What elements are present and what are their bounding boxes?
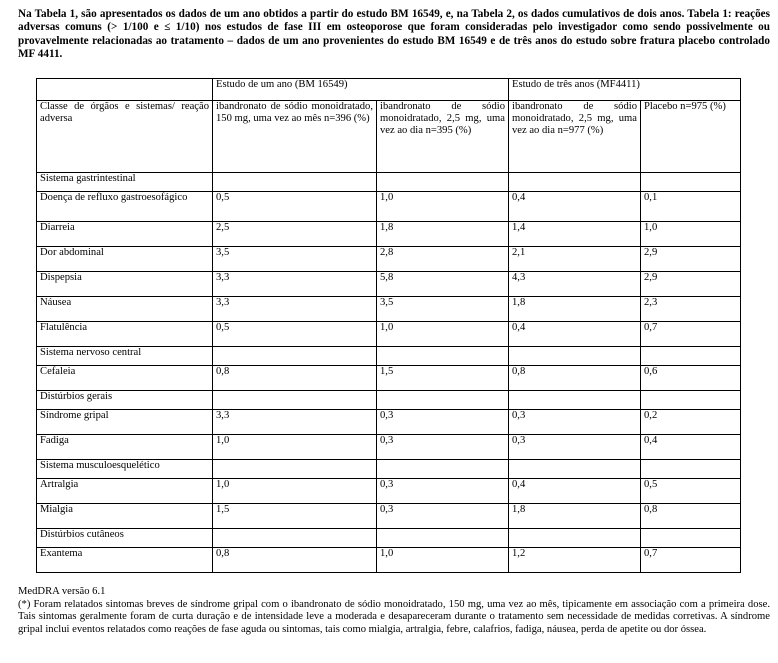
value-cell: 0,5 xyxy=(213,322,377,347)
reaction-label: Exantema xyxy=(37,548,213,573)
empty-cell xyxy=(641,173,741,192)
value-cell: 4,3 xyxy=(509,272,641,297)
value-cell: 3,5 xyxy=(377,297,509,322)
table-row xyxy=(37,297,741,322)
empty-cell xyxy=(377,347,509,366)
value-cell: 1,2 xyxy=(509,548,641,573)
value-cell: 1,0 xyxy=(213,479,377,504)
value-cell: 0,3 xyxy=(509,435,641,460)
study-header-row xyxy=(37,79,741,101)
category-label: Sistema gastrintestinal xyxy=(37,173,213,192)
value-cell: 1,8 xyxy=(509,504,641,529)
value-cell: 0,7 xyxy=(641,548,741,573)
table-row xyxy=(37,410,741,435)
value-cell: 1,0 xyxy=(377,548,509,573)
category-row xyxy=(37,529,741,548)
value-cell: 1,5 xyxy=(377,366,509,391)
empty-cell xyxy=(641,391,741,410)
value-cell: 0,8 xyxy=(509,366,641,391)
value-cell: 2,1 xyxy=(509,247,641,272)
empty-cell xyxy=(509,173,641,192)
col1-header: ibandronato de sódio monoidratado, 150 mg, uma vez ao mês n=396 (%) xyxy=(213,101,377,173)
col3-header: ibandronato de sódio monoidratado, 2,5 mg, uma vez ao dia n=977 (%) xyxy=(509,101,641,173)
value-cell: 0,3 xyxy=(377,479,509,504)
table-row xyxy=(37,435,741,460)
empty-cell xyxy=(509,391,641,410)
reaction-label: Diarreia xyxy=(37,222,213,247)
value-cell: 0,4 xyxy=(509,479,641,504)
value-cell: 1,0 xyxy=(377,322,509,347)
row-header-cell: Classe de órgãos e sistemas/ reação adversa xyxy=(37,101,213,173)
category-label: Distúrbios gerais xyxy=(37,391,213,410)
table-row xyxy=(37,366,741,391)
empty-cell xyxy=(509,347,641,366)
value-cell: 0,2 xyxy=(641,410,741,435)
col2-header: ibandronato de sódio monoidratado, 2,5 mg, uma vez ao dia n=395 (%) xyxy=(377,101,509,173)
empty-cell xyxy=(377,173,509,192)
value-cell: 2,5 xyxy=(213,222,377,247)
empty-cell xyxy=(641,460,741,479)
table-row xyxy=(37,222,741,247)
category-row xyxy=(37,460,741,479)
value-cell: 2,9 xyxy=(641,272,741,297)
empty-cell xyxy=(641,529,741,548)
value-cell: 1,5 xyxy=(213,504,377,529)
reaction-label: Cefaleia xyxy=(37,366,213,391)
reaction-label: Mialgia xyxy=(37,504,213,529)
col4-header: Placebo n=975 (%) xyxy=(641,101,741,173)
reaction-label: Doença de refluxo gastroesofágico xyxy=(37,192,213,222)
value-cell: 3,3 xyxy=(213,272,377,297)
value-cell: 0,5 xyxy=(213,192,377,222)
category-row xyxy=(37,391,741,410)
category-row xyxy=(37,347,741,366)
adverse-reactions-table xyxy=(36,78,741,573)
empty-cell xyxy=(213,529,377,548)
value-cell: 0,3 xyxy=(509,410,641,435)
reaction-label: Dor abdominal xyxy=(37,247,213,272)
value-cell: 0,7 xyxy=(641,322,741,347)
reaction-label: Artralgia xyxy=(37,479,213,504)
reaction-label: Náusea xyxy=(37,297,213,322)
category-label: Sistema musculoesquelético xyxy=(37,460,213,479)
meddra-version: MedDRA versão 6.1 xyxy=(18,586,106,597)
value-cell: 0,8 xyxy=(641,504,741,529)
value-cell: 1,4 xyxy=(509,222,641,247)
value-cell: 2,9 xyxy=(641,247,741,272)
footnote: (*) Foram relatados sintomas breves de síndrome gripal com o ibandronato de sódio monoidratado, 150 mg, uma vez ao mês, tipicamente em associação com a primeira dose. Tais sintomas geralmente foram de curta duração e de intensidade leve a moderada e desapareceram durante o tratamento sem necessidade de medidas corretivas. A síndrome gripal inclui eventos relatados como reações de fase aguda ou sintomas, tais como mialgia, artralgia, febre, calafrios, fadiga, náusea, perda de apetite ou dor óssea. xyxy=(18,598,770,635)
empty-cell xyxy=(641,347,741,366)
table-row xyxy=(37,504,741,529)
value-cell: 0,8 xyxy=(213,366,377,391)
empty-cell xyxy=(213,347,377,366)
value-cell: 0,4 xyxy=(641,435,741,460)
value-cell: 1,0 xyxy=(377,192,509,222)
category-label: Distúrbios cutâneos xyxy=(37,529,213,548)
value-cell: 1,0 xyxy=(641,222,741,247)
study1-header: Estudo de um ano (BM 16549) xyxy=(213,79,509,101)
value-cell: 0,8 xyxy=(213,548,377,573)
value-cell: 1,8 xyxy=(509,297,641,322)
footer xyxy=(18,586,770,636)
value-cell: 1,8 xyxy=(377,222,509,247)
empty-cell xyxy=(509,460,641,479)
value-cell: 0,3 xyxy=(377,410,509,435)
reaction-label: Síndrome gripal xyxy=(37,410,213,435)
category-row xyxy=(37,173,741,192)
empty-cell xyxy=(213,391,377,410)
category-label: Sistema nervoso central xyxy=(37,347,213,366)
empty-cell xyxy=(377,529,509,548)
reaction-label: Dispepsia xyxy=(37,272,213,297)
intro-paragraph: Na Tabela 1, são apresentados os dados de um ano obtidos a partir do estudo BM 16549, e, na Tabela 2, os dados cumulativos de dois anos. Tabela 1: reações adversas comuns (> 1/100 e ≤ 1/10) nos estudos de fase III em osteoporose que foram consideradas pelo investigador como sendo possivelmente ou provavelmente relacionadas ao tratamento – dados de um ano provenientes do estudo BM 16549 e de três anos do estudo sobre fratura placebo controlado MF 4411. xyxy=(18,8,770,61)
value-cell: 0,6 xyxy=(641,366,741,391)
empty-cell xyxy=(377,460,509,479)
reaction-label: Flatulência xyxy=(37,322,213,347)
value-cell: 0,3 xyxy=(377,435,509,460)
table-row xyxy=(37,272,741,297)
column-header-row xyxy=(37,101,741,173)
empty-cell xyxy=(509,529,641,548)
value-cell: 5,8 xyxy=(377,272,509,297)
empty-cell xyxy=(213,460,377,479)
value-cell: 0,3 xyxy=(377,504,509,529)
value-cell: 3,3 xyxy=(213,410,377,435)
table-row xyxy=(37,479,741,504)
table-row xyxy=(37,247,741,272)
value-cell: 0,4 xyxy=(509,192,641,222)
empty-cell xyxy=(213,173,377,192)
table-row xyxy=(37,548,741,573)
value-cell: 0,1 xyxy=(641,192,741,222)
study2-header: Estudo de três anos (MF4411) xyxy=(509,79,741,101)
value-cell: 2,3 xyxy=(641,297,741,322)
value-cell: 3,5 xyxy=(213,247,377,272)
value-cell: 3,3 xyxy=(213,297,377,322)
value-cell: 0,4 xyxy=(509,322,641,347)
empty-corner-cell xyxy=(37,79,213,101)
table-row xyxy=(37,192,741,222)
value-cell: 0,5 xyxy=(641,479,741,504)
reaction-label: Fadiga xyxy=(37,435,213,460)
value-cell: 1,0 xyxy=(213,435,377,460)
table-row xyxy=(37,322,741,347)
empty-cell xyxy=(377,391,509,410)
value-cell: 2,8 xyxy=(377,247,509,272)
